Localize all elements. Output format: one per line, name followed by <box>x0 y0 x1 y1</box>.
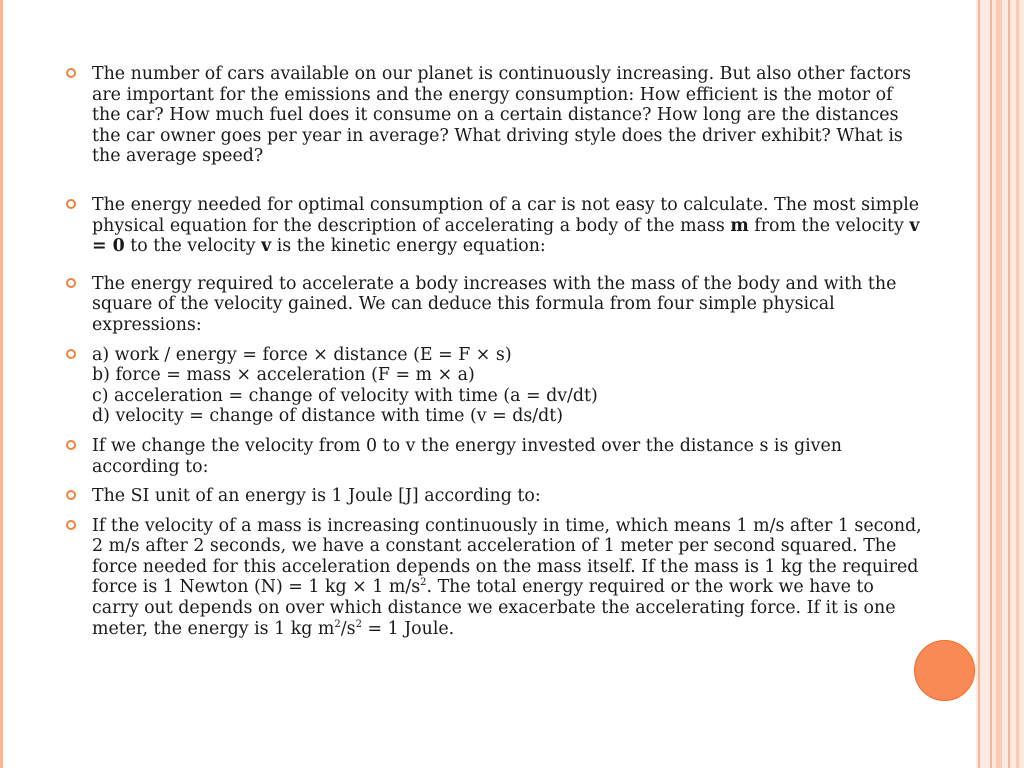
bullet-list <box>62 64 922 639</box>
accent-circle-decoration <box>914 640 975 701</box>
stripe <box>1016 0 1019 768</box>
bullet-item-velocity-change <box>62 436 922 477</box>
bullet-text-part: The energy needed for optimal consumption of a car is not easy to calculate. The most simple physical equation for the description of accelerating a body of the mass <box>92 194 920 236</box>
bold-v-zero: v = 0 <box>92 215 920 257</box>
right-stripe-decoration <box>976 0 1024 768</box>
stripe <box>978 0 980 768</box>
left-border <box>0 0 3 768</box>
stripe <box>996 0 1002 768</box>
bullet-circle-icon <box>66 278 76 288</box>
stripe <box>1008 0 1010 768</box>
bullet-text-part: If the velocity of a mass is increasing continuously in time, which means 1 m/s after 1 second, 2 m/s after 2 seconds, we have a constant acceleration of 1 meter per second squared. The force needed for this acceleration depends on the mass itself. If the mass is 1 kg the required force is 1 Newton (N) = 1 kg × 1 m/s <box>92 515 922 598</box>
superscript: 2 <box>355 618 362 630</box>
bullet-text: If we change the velocity from 0 to v the energy invested over the distance s is given according to: <box>92 435 842 477</box>
bullet-item-cars <box>62 64 922 167</box>
slide-content <box>62 64 922 648</box>
bullet-circle-icon <box>66 68 76 78</box>
expression-line: c) acceleration = change of velocity with time (a = dv/dt) <box>92 385 598 406</box>
bullet-text-part: = 1 Joule. <box>361 618 455 639</box>
bullet-item-energy-needed <box>62 195 922 257</box>
expression-line: a) work / energy = force × distance (E = F × s) <box>92 344 512 365</box>
bullet-circle-icon <box>66 199 76 209</box>
bold-mass: m <box>730 215 749 236</box>
expression-line: b) force = mass × acceleration (F = m × a) <box>92 365 475 386</box>
superscript: 2 <box>334 618 341 630</box>
bullet-circle-icon <box>66 349 76 359</box>
bullet-circle-icon <box>66 440 76 450</box>
bullet-text: The SI unit of an energy is 1 Joule [J] according to: <box>92 486 541 507</box>
bullet-circle-icon <box>66 490 76 500</box>
stripe <box>990 0 992 768</box>
bullet-item-si-unit <box>62 486 922 507</box>
superscript: 2 <box>420 577 427 589</box>
bullet-circle-icon <box>66 520 76 530</box>
bullet-text-part: . The total energy required or the work we have to carry out depends on over which distance we exacerbate the accelerating force. If it is one meter, the energy is 1 kg m <box>92 577 896 639</box>
bullet-text-part: is the kinetic energy equation: <box>271 236 546 257</box>
bullet-text: The energy required to accelerate a body increases with the mass of the body and with the square of the velocity gained. We can deduce this formula from four simple physical expressions: <box>92 273 897 335</box>
bullet-text-part: to the velocity <box>124 236 262 257</box>
bullet-item-joule <box>62 516 922 640</box>
bold-v: v <box>261 236 272 257</box>
bullet-text-part: from the velocity <box>748 215 910 236</box>
expression-line: d) velocity = change of distance with time (v = ds/dt) <box>92 406 564 427</box>
bullet-text: The number of cars available on our planet is continuously increasing. But also other factors are important for the emissions and the energy consumption: How efficient is the motor of the car? How much fuel does it consume on a certain distance? How long are the distances the car owner goes per year in average? What driving style does the driver exhibit? What is the average speed? <box>92 64 912 167</box>
bullet-text-part: /s <box>340 618 356 639</box>
bullet-item-expressions <box>62 345 922 427</box>
bullet-item-energy-required <box>62 274 922 336</box>
